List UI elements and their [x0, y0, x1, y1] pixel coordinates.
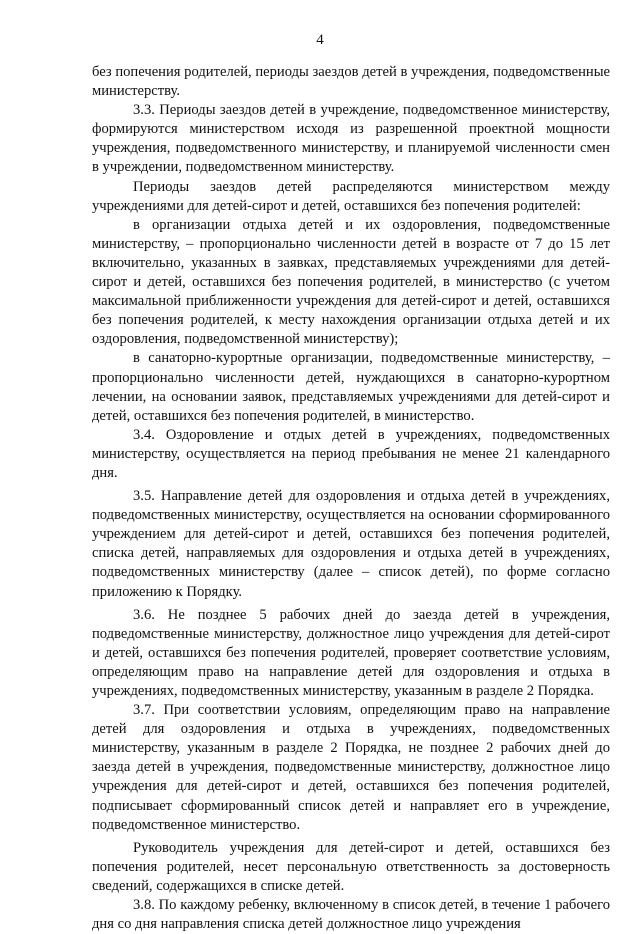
document-body: [92, 63, 610, 934]
paragraph-3-7: 3.7. При соответствии условиям, определяющим право на направление детей для оздоровления и отдыха в учреждениях, подведомственных министерству, указанным в разделе 2 Порядка, не позднее 2 рабочих дней до заезда детей в учреждения, подведомственные министерству, должностное лицо учреждения для детей-сирот и детей, оставшихся без попечения родителей, подписывает сформированный список детей и направляет его в учреждение, подведомственное министерство.: [92, 702, 610, 833]
paragraph-sanatorium-organizations: в санаторно-курортные организации, подведомственные министерству, – пропорционально численности детей, нуждающихся в санаторно-курортном лечении, на основании заявок, представляемых учреждениями для детей-сирот и детей, оставшихся без попечения родителей, в министерство.: [92, 350, 610, 424]
paragraph-continuation: без попечения родителей, периоды заездов детей в учреждения, подведомственные министерству.: [92, 64, 610, 100]
page-number: 4: [316, 32, 324, 48]
paragraph-3-3: 3.3. Периоды заездов детей в учреждение, подведомственное министерству, формируются министерством исходя из разрешенной проектной мощности учреждения, подведомственного министерству, и планируемой численности смен в учреждении, подведомственном министерству.: [92, 102, 610, 176]
paragraph-responsibility: Руководитель учреждения для детей-сирот и детей, оставшихся без попечения родителей, несет персональную ответственность за достоверность сведений, содержащихся в списке детей.: [92, 839, 610, 894]
paragraph-recreation-organizations: в организации отдыха детей и их оздоровления, подведомственные министерству, – пропорционально численности детей в возрасте от 7 до 15 лет включительно, указанных в заявках, представляемых учреждениями для детей-сирот и детей, оставшихся без попечения родителей, в министерство (с учетом максимальной приближенности учреждения для детей-сирот и детей, оставшихся без попечения родителей, к месту нахождения организации отдыха детей и их оздоровления, подведомственной министерству);: [92, 216, 610, 348]
paragraph-3-8: 3.8. По каждому ребенку, включенному в список детей, в течение 1 рабочего дня со дня направления списка детей должностное лицо учреждения: [92, 897, 610, 933]
paragraph-3-6: 3.6. Не позднее 5 рабочих дней до заезда детей в учреждения, подведомственные министерству, должностное лицо учреждения для детей-сирот и детей, оставшихся без попечения родителей, проверяет соответствие условиям, определяющим право на направление детей для оздоровления и отдыха в учреждениях, подведомственных министерству, указанным в разделе 2 Порядка.: [92, 606, 610, 699]
paragraph-3-4: 3.4. Оздоровление и отдых детей в учреждениях, подведомственных министерству, осуществляется на период пребывания не менее 21 календарного дня.: [92, 426, 610, 481]
paragraph-3-5: 3.5. Направление детей для оздоровления и отдыха детей в учреждениях, подведомственных министерству, осуществляется на основании сформированного учреждением для детей-сирот и детей, оставшихся без попечения родителей, списка детей, направляемых для оздоровления и отдыха детей в учреждениях, подведомственных министерству (далее – список детей), по форме согласно приложению к Порядку.: [92, 488, 610, 600]
paragraph-distribution: Периоды заездов детей распределяются министерством между учреждениями для детей-сирот и детей, оставшихся без попечения родителей:: [92, 178, 610, 214]
